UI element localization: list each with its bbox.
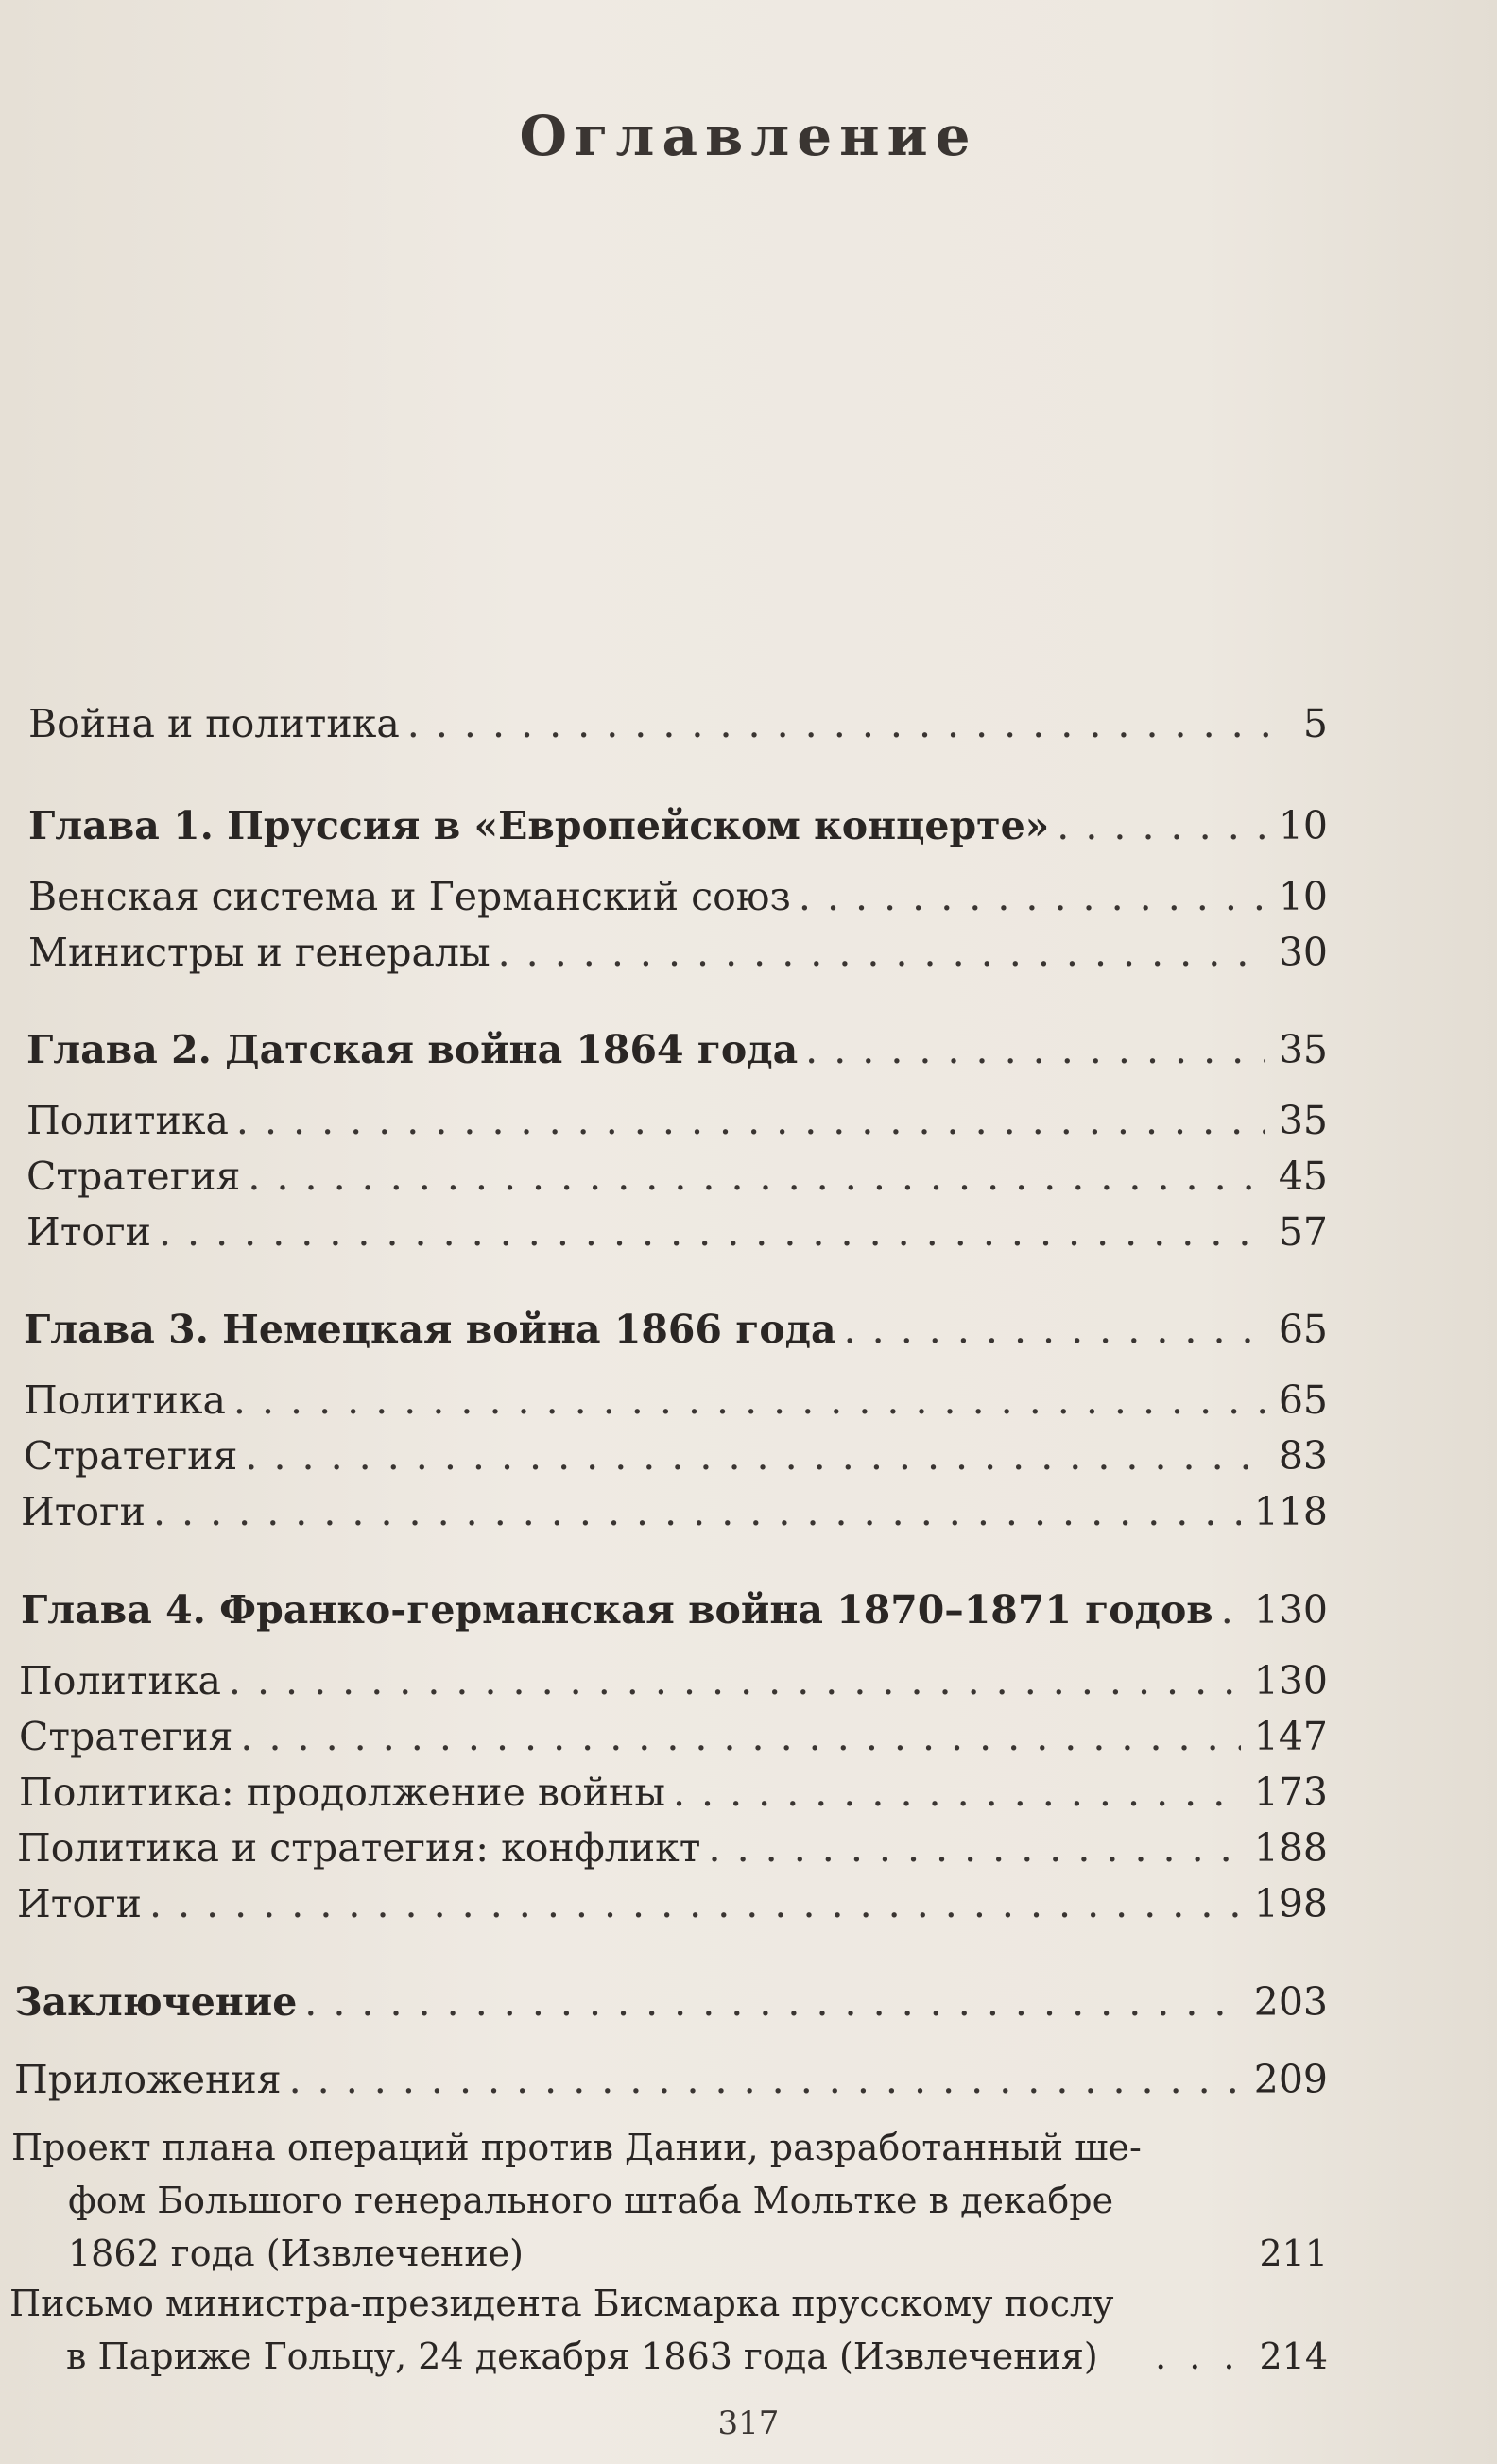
toc-section [24,1377,1328,1423]
toc-chapter-3 [24,1307,1328,1352]
dot-leader [304,1979,1240,2025]
toc-section [26,1098,1328,1143]
toc-entry-page: 65 [1278,1377,1328,1423]
dot-leader [805,1027,1265,1072]
toc-section [24,1433,1328,1479]
toc-entry-title: Политика и стратегия: конфликт [17,1825,701,1871]
dot-leader [844,1307,1265,1352]
toc-entry-intro [28,701,1328,746]
dot-leader [1221,1587,1241,1633]
toc-entry-page: 198 [1253,1881,1328,1926]
toc-appendices [14,2057,1328,2102]
toc-appendix-2 [9,2277,1328,2383]
toc-appendix-line [9,2277,1328,2330]
toc-entry-title: Глава 3. Немецкая война 1866 года [24,1307,836,1352]
toc-conclusion [14,1979,1328,2025]
toc-appendix-line [11,2121,1328,2174]
toc-appendix-line [11,2174,1328,2227]
dot-leader [799,874,1265,919]
toc-entry-page: 203 [1253,1979,1328,2025]
toc-entry-title: Венская система и Германский союз [28,874,791,919]
toc-entry-page: 45 [1278,1154,1328,1199]
toc-section [28,874,1328,919]
toc-entry-page: 65 [1278,1307,1328,1352]
toc-entry-page: 10 [1278,874,1328,919]
toc-appendix-line [11,2227,1328,2280]
toc-entry-page: 209 [1253,2057,1328,2102]
dot-leader [245,1433,1265,1479]
toc-entry-page: 35 [1278,1027,1328,1072]
toc-chapter-2 [26,1027,1328,1072]
dot-leader [498,930,1265,975]
dot-leader [159,1209,1265,1255]
toc-entry-page: 57 [1278,1209,1328,1255]
toc-entry-page: 118 [1253,1489,1328,1534]
toc-entry-title: Глава 4. Франко-германская война 1870–1871 годов [21,1587,1213,1633]
toc-entry-page: 173 [1253,1770,1328,1815]
toc-entry-title: Стратегия [26,1154,241,1199]
dot-leader [673,1770,1241,1815]
toc-section [17,1881,1328,1926]
toc-entry-title: Политика [19,1658,221,1703]
toc-entry-page: 5 [1302,701,1328,746]
toc-entry-title: Приложения [14,2057,282,2102]
toc-entry-title: Итоги [17,1881,142,1926]
dot-leader [149,1881,1241,1926]
toc-entry-title: Министры и генералы [28,930,490,975]
toc-section [19,1714,1328,1759]
toc-appendix-text: фом Большого генерального штаба Мольтке в декабре [68,2180,1114,2221]
toc-entry-title: Итоги [21,1489,146,1534]
dot-leader [229,1658,1241,1703]
toc-entry-page: 188 [1253,1825,1328,1871]
toc-entry-title: Стратегия [19,1714,233,1759]
toc-entry-page: 211 [1259,2233,1328,2274]
dot-leader [236,1098,1265,1143]
toc-entry-title: Глава 2. Датская война 1864 года [26,1027,799,1072]
toc-appendix-text: Письмо министра-президента Бисмарка прусскому послу [9,2283,1114,2324]
toc-entry-title: Заключение [14,1979,298,2025]
dot-leader [289,2057,1241,2102]
toc-entry-title: Глава 1. Пруссия в «Европейском концерте» [28,803,1050,848]
toc-entry-page: 147 [1253,1714,1328,1759]
dot-leader [1057,803,1265,848]
toc-entry-page: 35 [1278,1098,1328,1143]
toc-appendix-text: 1862 года (Извлечение) [68,2233,524,2274]
toc-section [19,1658,1328,1703]
toc-chapter-1 [28,803,1328,848]
toc-entry-title: Политика [26,1098,229,1143]
toc-entry-title: Политика [24,1377,226,1423]
toc-appendix-1 [11,2121,1328,2280]
toc-appendix-text: Проект плана операций против Дании, разработанный ше- [11,2127,1142,2168]
toc-section [21,1489,1328,1534]
dot-leader [709,1825,1241,1871]
toc-entry-title: Стратегия [24,1433,238,1479]
toc-section [19,1770,1328,1815]
toc-entry-page: 214 [1259,2336,1328,2377]
dot-leader [248,1154,1265,1199]
page-title: Оглавление [519,104,978,168]
toc-appendix-line: в Париже Гольцу, 24 декабря 1863 года (Извлечения) . . . 214 [9,2330,1328,2383]
toc-section [26,1154,1328,1199]
dot-leader [240,1714,1240,1759]
toc-section [17,1825,1328,1871]
dot-leader [407,701,1290,746]
toc-entry-page: 10 [1278,803,1328,848]
toc-section [26,1209,1328,1255]
toc-entry-page: 130 [1253,1658,1328,1703]
dot-leader [153,1489,1241,1534]
toc-entry-title: Война и политика [28,701,400,746]
dot-leader [233,1377,1265,1423]
toc-entry-page: 30 [1278,930,1328,975]
toc-entry-title: Итоги [26,1209,151,1255]
toc-entry-page: 83 [1278,1433,1328,1479]
toc-chapter-4 [21,1587,1328,1633]
toc-entry-title: Политика: продолжение войны [19,1770,665,1815]
toc-entry-page: 130 [1253,1587,1328,1633]
toc-section [28,930,1328,975]
toc-appendix-text: в Париже Гольцу, 24 декабря 1863 года (Извлечения) [66,2336,1098,2377]
page-number: 317 [717,2404,780,2442]
